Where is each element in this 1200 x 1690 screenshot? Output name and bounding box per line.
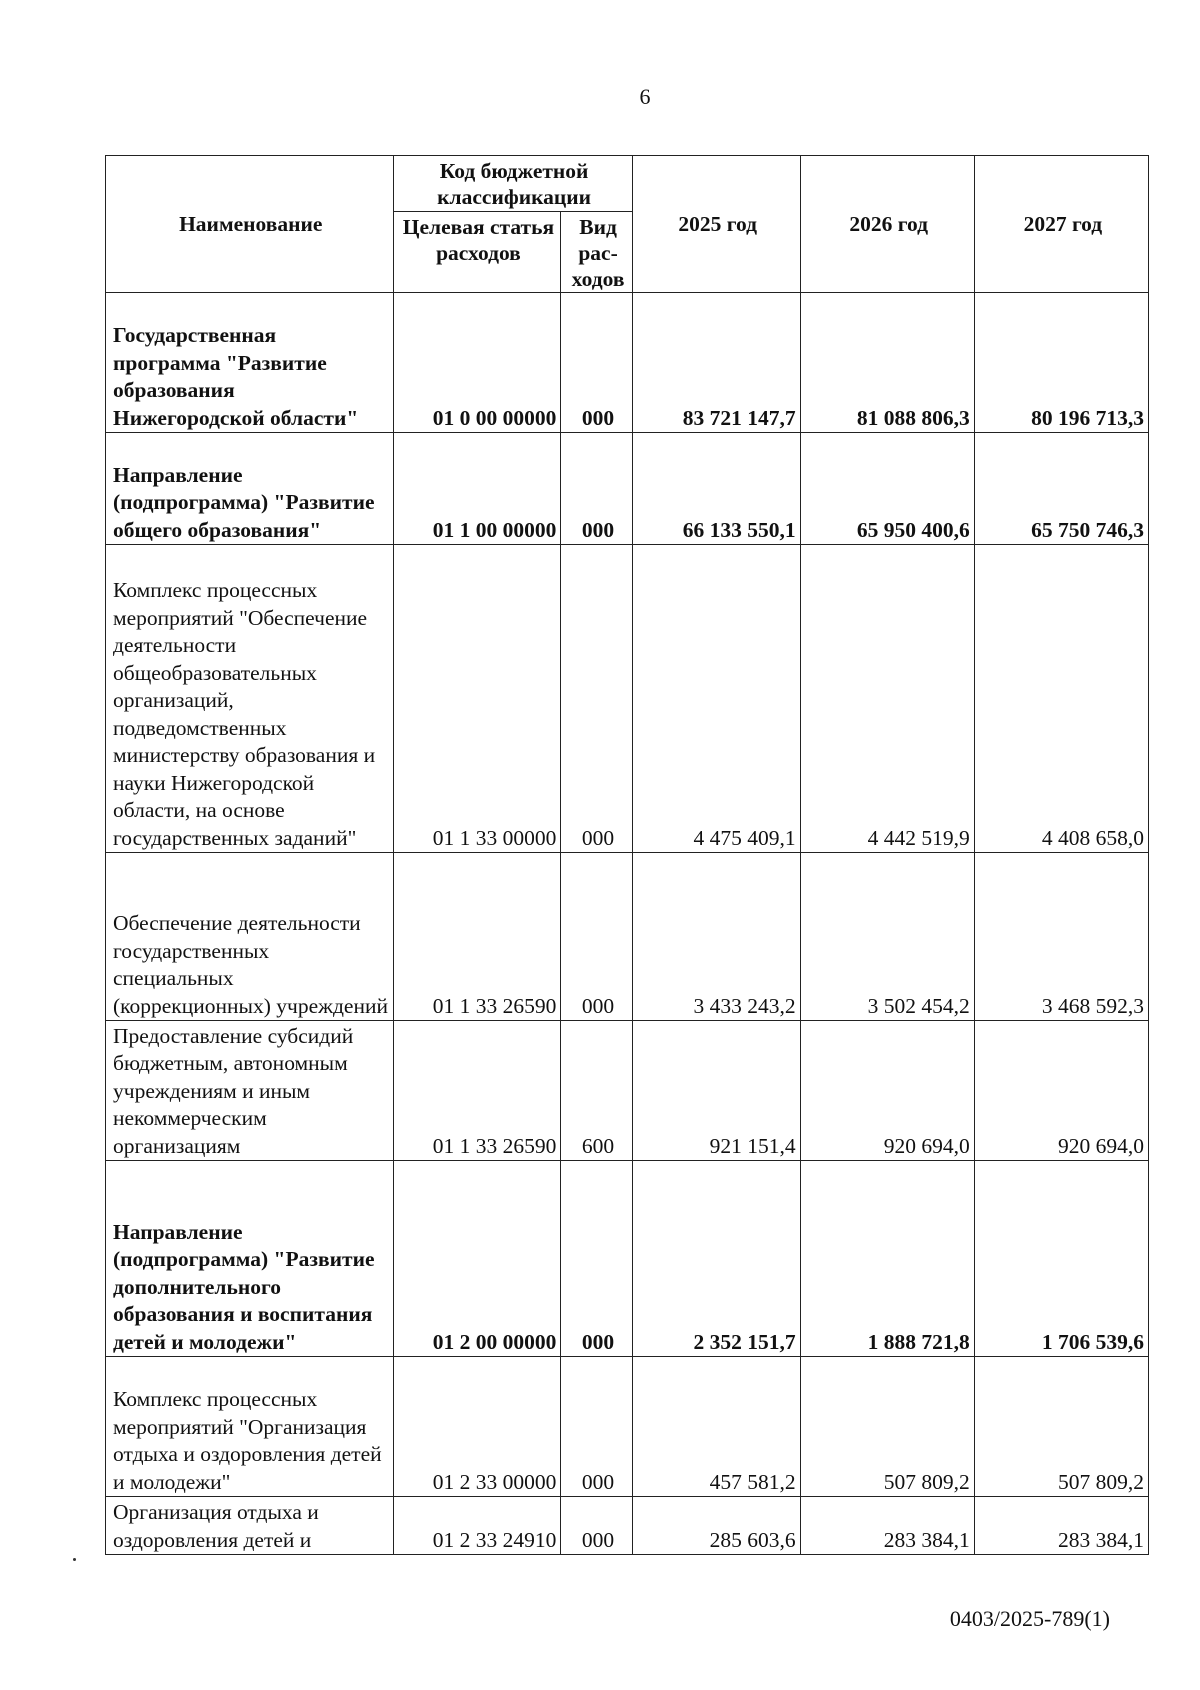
header-year-2025: 2025 год (632, 156, 800, 293)
table-row (106, 293, 1149, 433)
table-row (106, 545, 1149, 853)
budget-table (105, 155, 1149, 1555)
table-row (106, 1021, 1149, 1161)
row-2027: 283 384,1 (974, 1497, 1148, 1555)
table-row (106, 1357, 1149, 1497)
row-2026: 507 809,2 (800, 1357, 974, 1497)
table-row (106, 1497, 1149, 1555)
row-name: Организация отдыха и оздоровления детей и (106, 1497, 394, 1555)
row-2025: 921 151,4 (632, 1021, 800, 1161)
row-2025: 83 721 147,7 (632, 293, 800, 433)
header-year-2026: 2026 год (800, 156, 974, 293)
row-code: 01 0 00 00000 (393, 293, 561, 433)
row-2025: 2 352 151,7 (632, 1161, 800, 1357)
row-2027: 920 694,0 (974, 1021, 1148, 1161)
row-2025: 457 581,2 (632, 1357, 800, 1497)
row-2027: 80 196 713,3 (974, 293, 1148, 433)
scan-dot (73, 1558, 76, 1561)
row-2025: 285 603,6 (632, 1497, 800, 1555)
row-2027: 3 468 592,3 (974, 853, 1148, 1021)
table-row (106, 853, 1149, 1021)
row-kind: 000 (561, 545, 632, 853)
row-kind: 000 (561, 433, 632, 545)
row-name: Предоставление субсидий бюджетным, автономным учреждениям и иным некоммерческим организациям (106, 1021, 394, 1161)
row-2025: 4 475 409,1 (632, 545, 800, 853)
row-name: Комплекс процессных мероприятий "Организация отдыха и оздоровления детей и молодежи" (106, 1357, 394, 1497)
header-year-2027: 2027 год (974, 156, 1148, 293)
row-code: 01 1 33 00000 (393, 545, 561, 853)
row-kind: 000 (561, 293, 632, 433)
row-code: 01 1 33 26590 (393, 853, 561, 1021)
row-code: 01 2 33 24910 (393, 1497, 561, 1555)
table-row (106, 1161, 1149, 1357)
row-2027: 65 750 746,3 (974, 433, 1148, 545)
row-2025: 66 133 550,1 (632, 433, 800, 545)
row-name: Обеспечение деятельности государственных специальных (коррекционных) учреждений (106, 853, 394, 1021)
row-name: Комплекс процессных мероприятий "Обеспечение деятельности общеобразовательных организаций, подведомственных министерству образования и науки Нижегородской области, на основе государственных заданий" (106, 545, 394, 853)
row-2026: 81 088 806,3 (800, 293, 974, 433)
table-row (106, 433, 1149, 545)
row-2027: 507 809,2 (974, 1357, 1148, 1497)
row-2026: 1 888 721,8 (800, 1161, 974, 1357)
row-2026: 65 950 400,6 (800, 433, 974, 545)
document-code: 0403/2025-789(1) (949, 1606, 1110, 1631)
row-kind: 000 (561, 1357, 632, 1497)
row-kind: 000 (561, 1161, 632, 1357)
row-2026: 283 384,1 (800, 1497, 974, 1555)
row-name: Направление (подпрограмма) "Развитие общего образования" (106, 433, 394, 545)
row-2026: 920 694,0 (800, 1021, 974, 1161)
row-2027: 1 706 539,6 (974, 1161, 1148, 1357)
page-number: 6 (639, 84, 651, 109)
row-code: 01 1 00 00000 (393, 433, 561, 545)
row-kind: 000 (561, 1497, 632, 1555)
header-code-group: Код бюджетной классификации (393, 156, 632, 212)
header-name: Наименование (106, 156, 394, 293)
header-target-article: Целевая статья расходов (393, 212, 561, 293)
row-name: Государственная программа "Развитие образования Нижегородской области" (106, 293, 394, 433)
row-kind: 000 (561, 853, 632, 1021)
row-code: 01 1 33 26590 (393, 1021, 561, 1161)
row-2027: 4 408 658,0 (974, 545, 1148, 853)
row-2026: 4 442 519,9 (800, 545, 974, 853)
row-2026: 3 502 454,2 (800, 853, 974, 1021)
row-code: 01 2 00 00000 (393, 1161, 561, 1357)
row-code: 01 2 33 00000 (393, 1357, 561, 1497)
row-name: Направление (подпрограмма) "Развитие дополнительного образования и воспитания детей и молодежи" (106, 1161, 394, 1357)
table-body (106, 293, 1149, 1555)
header-expense-kind: Вид рас-ходов (561, 212, 632, 293)
row-2025: 3 433 243,2 (632, 853, 800, 1021)
table-header (106, 156, 1149, 293)
row-kind: 600 (561, 1021, 632, 1161)
